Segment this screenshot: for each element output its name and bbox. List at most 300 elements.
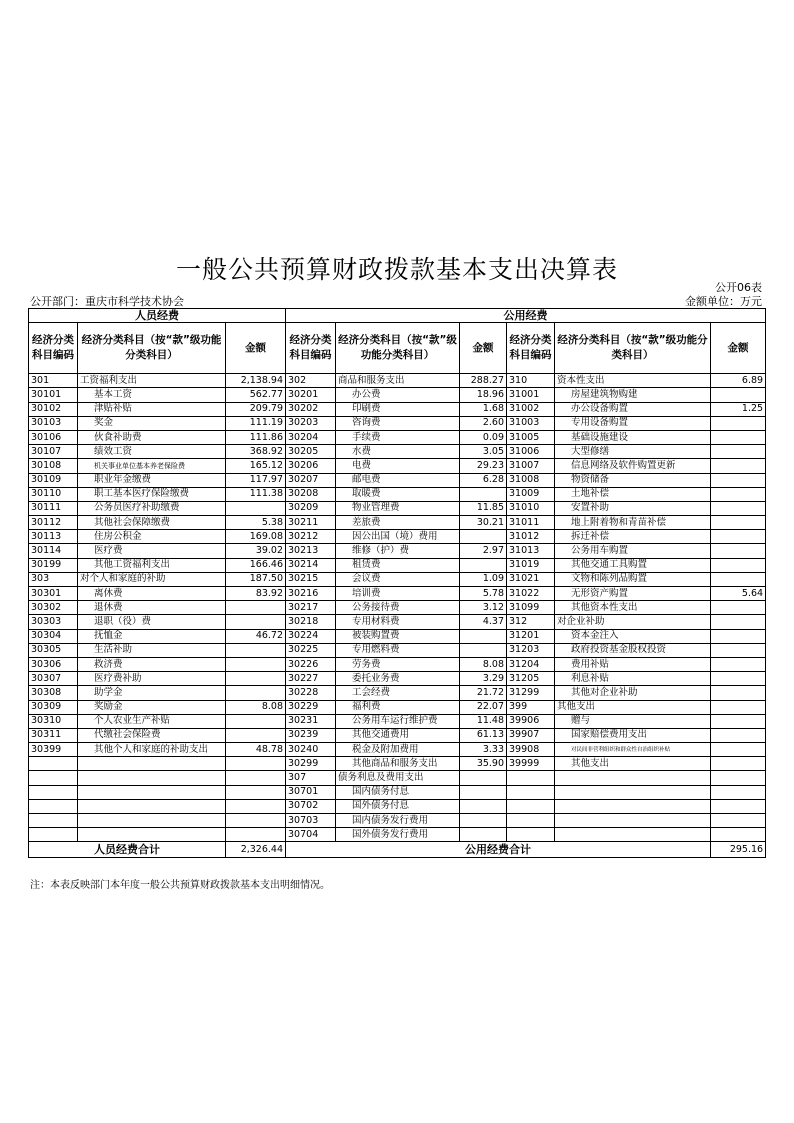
amount-cell <box>711 615 766 629</box>
header-code: 经济分类科目编码 <box>286 323 336 374</box>
amount-cell: 1.09 <box>460 572 507 586</box>
name-cell: 因公出国（境）费用 <box>336 530 460 544</box>
code-cell <box>29 799 78 813</box>
name-cell: 拆迁补偿 <box>555 530 711 544</box>
amount-cell: 46.72 <box>226 629 286 643</box>
table-row <box>29 629 766 643</box>
code-cell: 31099 <box>507 601 555 615</box>
amount-cell <box>226 501 286 515</box>
amount-cell: 111.38 <box>226 487 286 501</box>
department-label: 公开部门：重庆市科学技术协会 <box>30 295 184 308</box>
name-cell: 国外债务发行费用 <box>336 828 460 842</box>
amount-cell: 1.68 <box>460 402 507 416</box>
table-row <box>29 402 766 416</box>
header-amount: 金额 <box>460 323 507 374</box>
name-cell: 咨询费 <box>336 416 460 430</box>
name-cell: 赠与 <box>555 714 711 728</box>
code-cell: 31002 <box>507 402 555 416</box>
name-cell: 房屋建筑物购建 <box>555 388 711 402</box>
name-cell: 手续费 <box>336 430 460 444</box>
code-cell <box>29 757 78 771</box>
amount-cell: 8.08 <box>460 657 507 671</box>
amount-cell <box>711 601 766 615</box>
name-cell: 劳务费 <box>336 657 460 671</box>
code-cell <box>507 799 555 813</box>
name-cell: 公务用车购置 <box>555 544 711 558</box>
code-cell: 30101 <box>29 388 78 402</box>
name-cell: 办公费 <box>336 388 460 402</box>
name-cell: 公务用车运行维护费 <box>336 714 460 728</box>
code-cell: 31019 <box>507 558 555 572</box>
code-cell: 30199 <box>29 558 78 572</box>
code-cell: 30309 <box>29 700 78 714</box>
table-row <box>29 714 766 728</box>
amount-cell: 368.92 <box>226 445 286 459</box>
amount-cell: 5.38 <box>226 516 286 530</box>
name-cell: 印刷费 <box>336 402 460 416</box>
amount-cell: 18.96 <box>460 388 507 402</box>
amount-cell <box>711 430 766 444</box>
personnel-total-value: 2,326.44 <box>226 842 286 858</box>
amount-cell <box>711 473 766 487</box>
amount-cell <box>711 501 766 515</box>
table-row <box>29 657 766 671</box>
amount-cell: 6.28 <box>460 473 507 487</box>
code-cell <box>29 814 78 828</box>
name-cell <box>555 799 711 813</box>
code-cell: 31010 <box>507 501 555 515</box>
amount-cell <box>711 445 766 459</box>
amount-cell: 5.78 <box>460 587 507 601</box>
amount-cell <box>226 686 286 700</box>
code-cell: 30305 <box>29 643 78 657</box>
code-cell: 30704 <box>286 828 336 842</box>
name-cell: 国内债务发行费用 <box>336 814 460 828</box>
name-cell <box>555 785 711 799</box>
code-cell: 30205 <box>286 445 336 459</box>
code-cell: 31204 <box>507 657 555 671</box>
amount-cell: 288.27 <box>460 374 507 388</box>
table-row <box>29 487 766 501</box>
table-row <box>29 388 766 402</box>
code-cell: 30212 <box>286 530 336 544</box>
amount-cell <box>711 516 766 530</box>
table-row <box>29 459 766 473</box>
name-cell: 物业管理费 <box>336 501 460 515</box>
amount-cell: 3.29 <box>460 672 507 686</box>
amount-cell <box>711 771 766 785</box>
amount-cell: 11.48 <box>460 714 507 728</box>
code-cell: 39999 <box>507 757 555 771</box>
name-cell: 工资福利支出 <box>78 374 226 388</box>
name-cell: 专用材料费 <box>336 615 460 629</box>
amount-cell <box>711 657 766 671</box>
name-cell: 医疗费 <box>78 544 226 558</box>
name-cell: 代缴社会保险费 <box>78 728 226 742</box>
code-cell: 30311 <box>29 728 78 742</box>
name-cell: 伙食补助费 <box>78 430 226 444</box>
amount-cell <box>226 615 286 629</box>
code-cell: 31009 <box>507 487 555 501</box>
code-cell: 30225 <box>286 643 336 657</box>
code-cell: 30228 <box>286 686 336 700</box>
amount-cell: 22.07 <box>460 700 507 714</box>
code-cell: 30226 <box>286 657 336 671</box>
amount-cell: 3.05 <box>460 445 507 459</box>
table-row <box>29 643 766 657</box>
amount-cell <box>226 657 286 671</box>
code-cell: 30112 <box>29 516 78 530</box>
table-row <box>29 430 766 444</box>
name-cell: 福利费 <box>336 700 460 714</box>
amount-cell: 111.19 <box>226 416 286 430</box>
section-personnel: 人员经费 <box>29 309 286 323</box>
amount-cell <box>711 757 766 771</box>
expenditure-table <box>28 308 766 858</box>
name-cell: 其他社会保障缴费 <box>78 516 226 530</box>
name-cell: 其他个人和家庭的补助支出 <box>78 743 226 757</box>
code-cell: 30310 <box>29 714 78 728</box>
name-cell: 国家赔偿费用支出 <box>555 728 711 742</box>
amount-cell <box>226 828 286 842</box>
name-cell: 奖励金 <box>78 700 226 714</box>
amount-cell: 48.78 <box>226 743 286 757</box>
code-cell: 30299 <box>286 757 336 771</box>
code-cell: 30303 <box>29 615 78 629</box>
table-row <box>29 516 766 530</box>
code-cell: 30201 <box>286 388 336 402</box>
name-cell: 资本性支出 <box>555 374 711 388</box>
amount-cell <box>711 714 766 728</box>
table-row <box>29 771 766 785</box>
code-cell: 30399 <box>29 743 78 757</box>
code-cell: 30111 <box>29 501 78 515</box>
code-cell: 31003 <box>507 416 555 430</box>
code-cell: 312 <box>507 615 555 629</box>
code-cell <box>507 828 555 842</box>
name-cell: 职业年金缴费 <box>78 473 226 487</box>
code-cell: 30302 <box>29 601 78 615</box>
amount-cell <box>226 643 286 657</box>
personnel-total-label: 人员经费合计 <box>29 842 226 858</box>
amount-cell: 83.92 <box>226 587 286 601</box>
name-cell: 个人农业生产补贴 <box>78 714 226 728</box>
amount-cell: 3.12 <box>460 601 507 615</box>
amount-cell: 562.77 <box>226 388 286 402</box>
name-cell: 维修（护）费 <box>336 544 460 558</box>
table-row <box>29 601 766 615</box>
code-cell: 31005 <box>507 430 555 444</box>
code-cell: 30304 <box>29 629 78 643</box>
table-row <box>29 728 766 742</box>
name-cell: 生活补助 <box>78 643 226 657</box>
header-amount: 金额 <box>711 323 766 374</box>
name-cell: 奖金 <box>78 416 226 430</box>
name-cell: 水费 <box>336 445 460 459</box>
name-cell: 利息补贴 <box>555 672 711 686</box>
amount-cell: 165.12 <box>226 459 286 473</box>
table-row <box>29 572 766 586</box>
table-row <box>29 445 766 459</box>
name-cell: 公务员医疗补助缴费 <box>78 501 226 515</box>
amount-cell <box>460 558 507 572</box>
amount-cell <box>460 799 507 813</box>
name-cell: 助学金 <box>78 686 226 700</box>
code-cell: 30308 <box>29 686 78 700</box>
code-cell: 30306 <box>29 657 78 671</box>
code-cell: 31012 <box>507 530 555 544</box>
amount-cell: 29.23 <box>460 459 507 473</box>
code-cell: 30209 <box>286 501 336 515</box>
name-cell: 其他资本性支出 <box>555 601 711 615</box>
name-cell: 信息网络及软件购置更新 <box>555 459 711 473</box>
amount-cell: 111.86 <box>226 430 286 444</box>
unit-label: 金额单位：万元 <box>685 295 762 308</box>
footnote: 注：本表反映部门本年度一般公共预算财政拨款基本支出明细情况。 <box>30 880 330 891</box>
amount-cell <box>226 814 286 828</box>
name-cell: 培训费 <box>336 587 460 601</box>
code-cell: 30702 <box>286 799 336 813</box>
amount-cell <box>711 743 766 757</box>
amount-cell <box>711 558 766 572</box>
name-cell: 办公设备购置 <box>555 402 711 416</box>
code-cell: 30701 <box>286 785 336 799</box>
name-cell: 国外债务付息 <box>336 799 460 813</box>
name-cell: 抚恤金 <box>78 629 226 643</box>
amount-cell <box>226 757 286 771</box>
amount-cell <box>711 728 766 742</box>
code-cell: 30227 <box>286 672 336 686</box>
header-code: 经济分类科目编码 <box>507 323 555 374</box>
code-cell: 31008 <box>507 473 555 487</box>
name-cell: 津贴补贴 <box>78 402 226 416</box>
code-cell: 30211 <box>286 516 336 530</box>
amount-cell: 169.08 <box>226 530 286 544</box>
name-cell: 差旅费 <box>336 516 460 530</box>
code-cell: 30108 <box>29 459 78 473</box>
name-cell: 住房公积金 <box>78 530 226 544</box>
header-name: 经济分类科目（按“款”级功能分类科目） <box>336 323 460 374</box>
amount-cell: 0.09 <box>460 430 507 444</box>
amount-cell <box>460 629 507 643</box>
name-cell: 电费 <box>336 459 460 473</box>
name-cell: 税金及附加费用 <box>336 743 460 757</box>
table-row <box>29 828 766 842</box>
amount-cell <box>711 487 766 501</box>
amount-cell <box>226 714 286 728</box>
code-cell: 30214 <box>286 558 336 572</box>
amount-cell: 8.08 <box>226 700 286 714</box>
amount-cell <box>711 416 766 430</box>
amount-cell: 2.97 <box>460 544 507 558</box>
amount-cell <box>226 601 286 615</box>
code-cell: 307 <box>286 771 336 785</box>
name-cell: 取暖费 <box>336 487 460 501</box>
code-cell: 30231 <box>286 714 336 728</box>
code-cell: 30217 <box>286 601 336 615</box>
table-row <box>29 757 766 771</box>
amount-cell <box>460 828 507 842</box>
code-cell: 30213 <box>286 544 336 558</box>
table-row <box>29 672 766 686</box>
code-cell: 30240 <box>286 743 336 757</box>
name-cell: 工会经费 <box>336 686 460 700</box>
name-cell: 基础设施建设 <box>555 430 711 444</box>
code-cell: 302 <box>286 374 336 388</box>
amount-cell <box>711 799 766 813</box>
table-row <box>29 785 766 799</box>
name-cell: 大型修缮 <box>555 445 711 459</box>
code-cell: 30114 <box>29 544 78 558</box>
amount-cell <box>711 814 766 828</box>
code-cell: 30207 <box>286 473 336 487</box>
name-cell: 其他支出 <box>555 700 711 714</box>
name-cell: 土地补偿 <box>555 487 711 501</box>
amount-cell <box>711 700 766 714</box>
code-cell: 31299 <box>507 686 555 700</box>
amount-cell <box>711 530 766 544</box>
amount-cell: 5.64 <box>711 587 766 601</box>
amount-cell <box>460 771 507 785</box>
name-cell <box>555 771 711 785</box>
code-cell: 31203 <box>507 643 555 657</box>
name-cell <box>555 814 711 828</box>
amount-cell: 39.02 <box>226 544 286 558</box>
amount-cell <box>711 629 766 643</box>
code-cell <box>507 771 555 785</box>
code-cell: 30703 <box>286 814 336 828</box>
code-cell: 30110 <box>29 487 78 501</box>
code-cell: 31201 <box>507 629 555 643</box>
code-cell: 30216 <box>286 587 336 601</box>
name-cell: 租赁费 <box>336 558 460 572</box>
name-cell <box>78 785 226 799</box>
table-row <box>29 799 766 813</box>
code-cell: 39906 <box>507 714 555 728</box>
amount-cell <box>226 785 286 799</box>
amount-cell: 3.33 <box>460 743 507 757</box>
name-cell: 费用补贴 <box>555 657 711 671</box>
code-cell <box>507 785 555 799</box>
table-row <box>29 473 766 487</box>
table-row <box>29 587 766 601</box>
amount-cell <box>711 459 766 473</box>
section-public: 公用经费 <box>286 309 766 323</box>
code-cell: 30102 <box>29 402 78 416</box>
amount-cell: 4.37 <box>460 615 507 629</box>
code-cell: 30224 <box>286 629 336 643</box>
code-cell <box>507 814 555 828</box>
code-cell: 30215 <box>286 572 336 586</box>
name-cell: 专用设备购置 <box>555 416 711 430</box>
name-cell: 离休费 <box>78 587 226 601</box>
name-cell: 其他商品和服务支出 <box>336 757 460 771</box>
header-name: 经济分类科目（按“款”级功能分类科目） <box>78 323 226 374</box>
totals-row <box>29 842 766 858</box>
name-cell: 资本金注入 <box>555 629 711 643</box>
code-cell <box>29 785 78 799</box>
amount-cell <box>711 544 766 558</box>
name-cell: 其他支出 <box>555 757 711 771</box>
code-cell: 31007 <box>507 459 555 473</box>
amount-cell <box>226 799 286 813</box>
name-cell: 专用燃料费 <box>336 643 460 657</box>
header-name: 经济分类科目（按“款”级功能分类科目） <box>555 323 711 374</box>
code-cell: 30307 <box>29 672 78 686</box>
name-cell: 公务接待费 <box>336 601 460 615</box>
name-cell: 国内债务付息 <box>336 785 460 799</box>
name-cell: 政府投资基金股权投资 <box>555 643 711 657</box>
amount-cell <box>460 785 507 799</box>
name-cell: 邮电费 <box>336 473 460 487</box>
code-cell: 30239 <box>286 728 336 742</box>
name-cell: 商品和服务支出 <box>336 374 460 388</box>
name-cell: 对民间非营利组织和群众性自治组织补贴 <box>555 743 711 757</box>
code-cell <box>29 828 78 842</box>
name-cell: 物资储备 <box>555 473 711 487</box>
amount-cell <box>226 672 286 686</box>
name-cell <box>78 771 226 785</box>
amount-cell: 21.72 <box>460 686 507 700</box>
amount-cell <box>460 530 507 544</box>
code-cell: 30113 <box>29 530 78 544</box>
code-cell: 310 <box>507 374 555 388</box>
amount-cell: 30.21 <box>460 516 507 530</box>
code-cell: 31001 <box>507 388 555 402</box>
table-row <box>29 814 766 828</box>
name-cell: 地上附着物和青苗补偿 <box>555 516 711 530</box>
code-cell: 30229 <box>286 700 336 714</box>
amount-cell <box>711 672 766 686</box>
code-cell: 30218 <box>286 615 336 629</box>
name-cell: 对企业补助 <box>555 615 711 629</box>
amount-cell <box>711 686 766 700</box>
code-cell: 30103 <box>29 416 78 430</box>
table-row <box>29 501 766 515</box>
header-code: 经济分类科目编码 <box>29 323 78 374</box>
code-cell: 31205 <box>507 672 555 686</box>
code-cell: 31013 <box>507 544 555 558</box>
table-row <box>29 544 766 558</box>
amount-cell: 6.89 <box>711 374 766 388</box>
header-amount: 金额 <box>226 323 286 374</box>
code-cell <box>29 771 78 785</box>
amount-cell: 117.97 <box>226 473 286 487</box>
amount-cell: 61.13 <box>460 728 507 742</box>
code-cell: 31022 <box>507 587 555 601</box>
public-total-value: 295.16 <box>711 842 766 858</box>
name-cell: 委托业务费 <box>336 672 460 686</box>
code-cell: 30301 <box>29 587 78 601</box>
form-code: 公开06表 <box>715 281 762 294</box>
table-row <box>29 530 766 544</box>
table-row <box>29 558 766 572</box>
amount-cell: 2.60 <box>460 416 507 430</box>
code-cell: 30206 <box>286 459 336 473</box>
amount-cell <box>711 828 766 842</box>
name-cell <box>78 757 226 771</box>
name-cell <box>78 799 226 813</box>
name-cell: 文物和陈列品购置 <box>555 572 711 586</box>
name-cell <box>78 814 226 828</box>
amount-cell <box>460 643 507 657</box>
amount-cell <box>226 771 286 785</box>
table-row <box>29 416 766 430</box>
code-cell: 31006 <box>507 445 555 459</box>
code-cell: 30203 <box>286 416 336 430</box>
name-cell: 其他交通费用 <box>336 728 460 742</box>
name-cell: 退休费 <box>78 601 226 615</box>
